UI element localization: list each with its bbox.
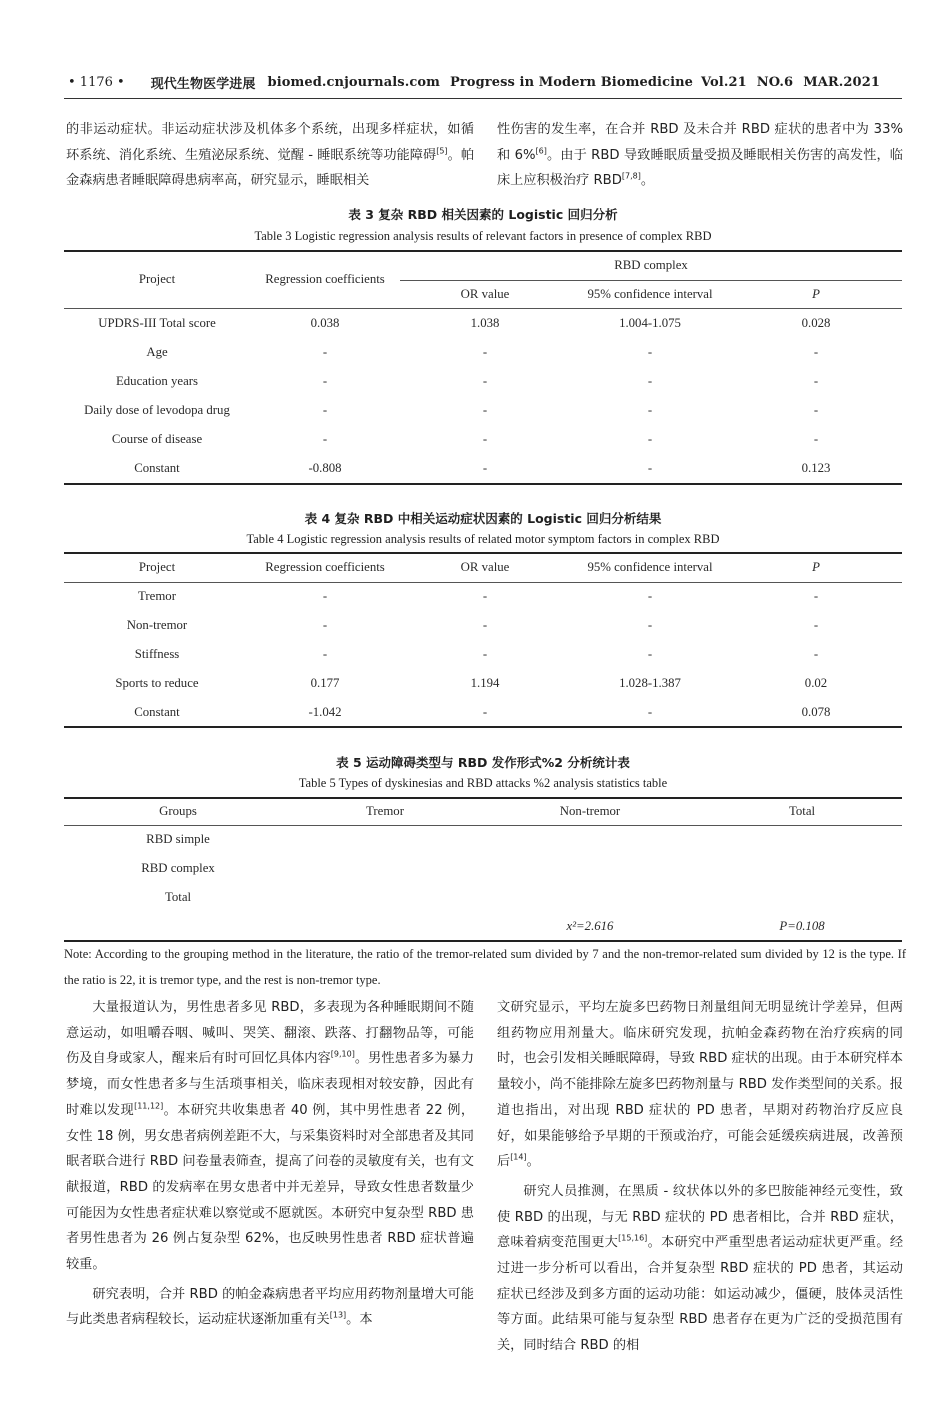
- table-row: [64, 912, 902, 941]
- t3-header-project: Project: [64, 251, 250, 308]
- t5-p-value: P=0.108: [779, 918, 825, 933]
- table3-caption-en: Table 3 Logistic regression analysis results of relevant factors in presence of complex RBD: [254, 229, 712, 243]
- top-left-text: 的非运动症状。非运动症状涉及机体多个系统，出现多样症状，如循环系统、消化系统、生殖泌尿系统、觉醒 - 睡眠系统等功能障碍[5]。帕金森病患者睡眠障碍患病率高，研究显示，睡眠相关: [66, 122, 475, 189]
- running-header: [68, 70, 898, 94]
- t5-header-tremor: Tremor: [366, 804, 404, 819]
- table-row: Constant -0.808 - - 0.123: [64, 454, 902, 484]
- table-row: RBD complex: [141, 861, 215, 875]
- journal-volume: Vol.21: [701, 74, 747, 90]
- top-right-text: 性伤害的发生率，在合并 RBD 及未合并 RBD 症状的患者中为 33%和 6%[6]。由于 RBD 导致睡眠质量受损及睡眠相关伤害的高发性，临床上应积极治疗 RBD[7,8]。: [497, 122, 903, 189]
- table3: [64, 250, 902, 485]
- table5: [64, 797, 902, 942]
- body-right-paragraph-2: 研究人员推测，在黑质 - 纹状体以外的多巴胺能神经元变性，致使 RBD 的出现，与无 RBD 症状的 PD 患者相比，合并 RBD 症状，意味着病变范围更大[15,16]。本研究中严重型患者运动症状更严重。经过进一步分析可以看出，合并复杂型 RBD 症状的 PD 患者，其运动症状已经涉及到多方面的运动功能：如运动减少，僵硬，肢体灵活性等方面。此结果可能与复杂型 RBD 患者存在更为广泛的受损范围有关，同时结合 RBD 的相: [497, 1183, 904, 1354]
- t5-header-nontremor: Non-tremor: [559, 804, 621, 819]
- t5-chi-square: x²=2.616: [566, 918, 614, 933]
- table-row: Total: [164, 890, 192, 904]
- table-row: UPDRS-III Total score 0.038 1.038 1.004-1.075 0.028: [98, 315, 831, 330]
- table4-caption-en: Table 4 Logistic regression analysis results of related motor symptom factors in complex RBD: [246, 532, 720, 546]
- table-row: Course of disease - - - -: [111, 432, 819, 446]
- t3-header-regression: Regression coefficients: [250, 251, 400, 308]
- journal-cn-title: 现代生物医学进展: [150, 76, 256, 92]
- table-row: Education years - - - -: [115, 374, 819, 388]
- body-left-paragraph-2: 研究表明，合并 RBD 的帕金森病患者平均应用药物剂量增大可能与此类患者病程较长，运动症状逐渐加重有关[13]。本: [66, 1286, 474, 1328]
- table5-caption-cn: 表 5 运动障碍类型与 RBD 发作形式%2 分析统计表: [336, 755, 630, 770]
- table-row: Sports to reduce 0.177 1.194 1.028-1.387 0.02: [115, 676, 828, 690]
- t3-header-or: OR value: [460, 286, 510, 301]
- t4-header-ci: 95% confidence interval: [587, 560, 713, 575]
- table-note: Note: According to the grouping method in the literature, the ratio of the tremor-related sum divided by 7 and the non-tremor-related sum divided by 12 is the type. If the ratio is 22, it is tremor type, and the rest is non-tremor type.: [64, 947, 906, 987]
- t5-header-groups: Groups: [159, 804, 197, 819]
- t3-header-ci: 95% confidence interval: [587, 286, 713, 301]
- t4-header-project: Project: [138, 560, 176, 575]
- body-right-column: [497, 995, 903, 1359]
- table-row: Non-tremor - - - -: [126, 618, 819, 632]
- body-left-column: [66, 995, 474, 1333]
- table5-caption-en: Table 5 Types of dyskinesias and RBD attacks %2 analysis statistics table: [298, 776, 668, 790]
- t3-header-p: P: [812, 286, 820, 301]
- t3-header-group: RBD complex: [400, 251, 902, 280]
- table-row: Age - - - -: [146, 345, 819, 359]
- t4-header-p: P: [812, 560, 820, 575]
- table4-caption-cn: 表 4 复杂 RBD 中相关运动症状因素的 Logistic 回归分析结果: [304, 511, 662, 526]
- table-row: Constant -1.042 - - 0.078: [64, 698, 902, 727]
- journal-date: MAR.2021: [803, 74, 880, 90]
- journal-issue: NO.6: [756, 74, 794, 90]
- table-row: RBD simple: [146, 832, 210, 847]
- header-rule: [64, 98, 902, 99]
- table3-caption-cn: 表 3 复杂 RBD 相关因素的 Logistic 回归分析: [348, 207, 618, 222]
- table-row: Daily dose of levodopa drug - - - -: [84, 403, 819, 417]
- body-right-paragraph-1: 文研究显示，平均左旋多巴药物日剂量组间无明显统计学差异，但两组药物应用剂量大。临床研究发现，抗帕金森药物在治疗疾病的同时，也会引发相关睡眠障碍，导致 RBD 症状的出现。由于本研究样本量较小，尚不能排除左旋多巴药物剂量与 RBD 发作类型间的关系。报道也指出，对出现 RBD 症状的 PD 患者，早期对药物治疗反应良好，如果能够给予早期的干预或治疗，可能会延缓疾病进展，改善预后[14]。: [497, 1000, 903, 1170]
- table-row: Tremor - - - -: [138, 589, 819, 604]
- journal-website: biomed.cnjournals.com: [267, 74, 440, 90]
- t4-header-or: OR value: [460, 560, 510, 575]
- t5-header-total: Total: [788, 804, 816, 819]
- t4-header-regression: Regression coefficients: [265, 560, 385, 575]
- page-number: • 1176 •: [68, 74, 125, 90]
- table-row: Stiffness - - - -: [134, 647, 819, 661]
- body-left-paragraph-1: 大量报道认为，男性患者多见 RBD，多表现为各种睡眠期间不随意运动，如咀嚼吞咽、喊叫、哭笑、翻滚、跌落、打翻物品等，可能伤及自身或家人，醒来后有时可回忆具体内容[9,10]。男性患者多为暴力梦境，而女性患者多与生活琐事相关，临床表现相对较安静，因此有时难以发现[11,12]。本研究共收集患者 40 例，其中男性患者 22 例，女性 18 例，男女患者病例差距不大，与采集资料时对全部患者及其同眠者联合进行 RBD 问卷量表筛查，提高了问卷的灵敏度有关，也有文献报道，RBD 的发病率在男女患者中并无差异，导致女性患者数量少可能因为女性患者症状难以察觉或不愿就医。本研究中复杂型 RBD 患者男性患者为 26 例占复杂型 62%，也反映男性患者 RBD 症状普遍较重。: [66, 1000, 475, 1273]
- table4: [64, 552, 902, 728]
- journal-en-title: Progress in Modern Biomedicine: [449, 74, 694, 90]
